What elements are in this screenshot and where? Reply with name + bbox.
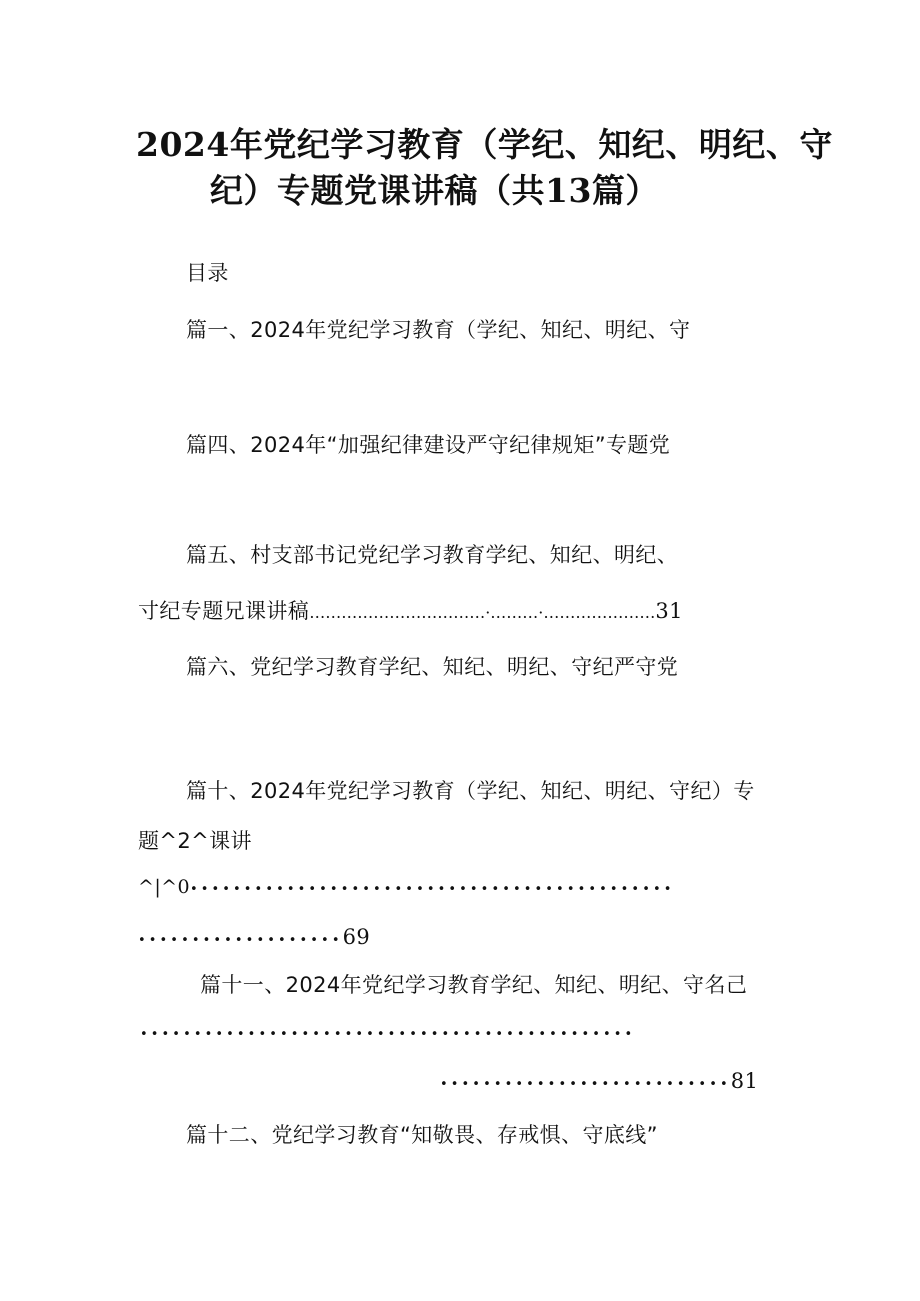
toc-entry-10-leader-row[interactable] <box>138 872 675 905</box>
document-title-line-2: 纪）专题党课讲稿（共13篇） <box>210 171 659 210</box>
toc-entry-10[interactable]: 篇十、2024年党纪学习教育（学纪、知纪、明纪、守纪）专 <box>186 779 755 803</box>
toc-entry-10-prefix: ^|^0 <box>138 876 190 898</box>
toc-entry-11-leader-row[interactable] <box>140 1016 635 1050</box>
toc-leader-dots: ••••••••••••••••••••••••••• <box>440 1077 731 1092</box>
toc-leader-dots: ••••••••••••••••••••••••••••••••••••••••••••• <box>189 882 675 897</box>
document-title-line-1: 2024年党纪学习教育（学纪、知纪、明纪、守 <box>136 125 833 164</box>
toc-leader-dots: ••••••••••••••••••• <box>138 933 343 948</box>
toc-leader-dots: •••••••••••••••••••••••••••••••••••••••••••••• <box>140 1027 636 1042</box>
toc-page-number: 81 <box>730 1069 759 1093</box>
toc-entry-5[interactable]: 篇五、村支部书记党纪学习教育学纪、知纪、明纪、 <box>186 543 679 567</box>
toc-page-number: 31 <box>655 599 683 623</box>
toc-entry-12[interactable]: 篇十二、党纪学习教育“知敬畏、存戒惧、守底线” <box>186 1123 658 1147</box>
toc-heading: 目录 <box>186 261 229 285</box>
toc-entry-5-title-tail: 寸纪专题兄课讲稿 <box>138 599 310 623</box>
toc-page-number: 69 <box>342 925 371 949</box>
toc-entry-6[interactable]: 篇六、党纪学习教育学纪、知纪、明纪、守纪严守党 <box>186 655 679 679</box>
toc-entry-5-continuation[interactable] <box>138 596 683 628</box>
toc-entry-11-page-row[interactable] <box>440 1066 758 1100</box>
toc-entry-10-page-row[interactable] <box>138 922 370 956</box>
toc-entry-11[interactable]: 篇十一、2024年党纪学习教育学纪、知纪、明纪、守名己 <box>200 973 748 997</box>
toc-entry-1[interactable]: 篇一、2024年党纪学习教育（学纪、知纪、明纪、守 <box>186 318 691 342</box>
toc-leader-dots: ……………………………·………·………………… <box>309 603 656 622</box>
toc-entry-4[interactable]: 篇四、2024年“加强纪律建设严守纪律规矩”专题党 <box>186 433 671 457</box>
toc-entry-10-continuation[interactable]: 题^2^课讲 <box>138 829 252 853</box>
